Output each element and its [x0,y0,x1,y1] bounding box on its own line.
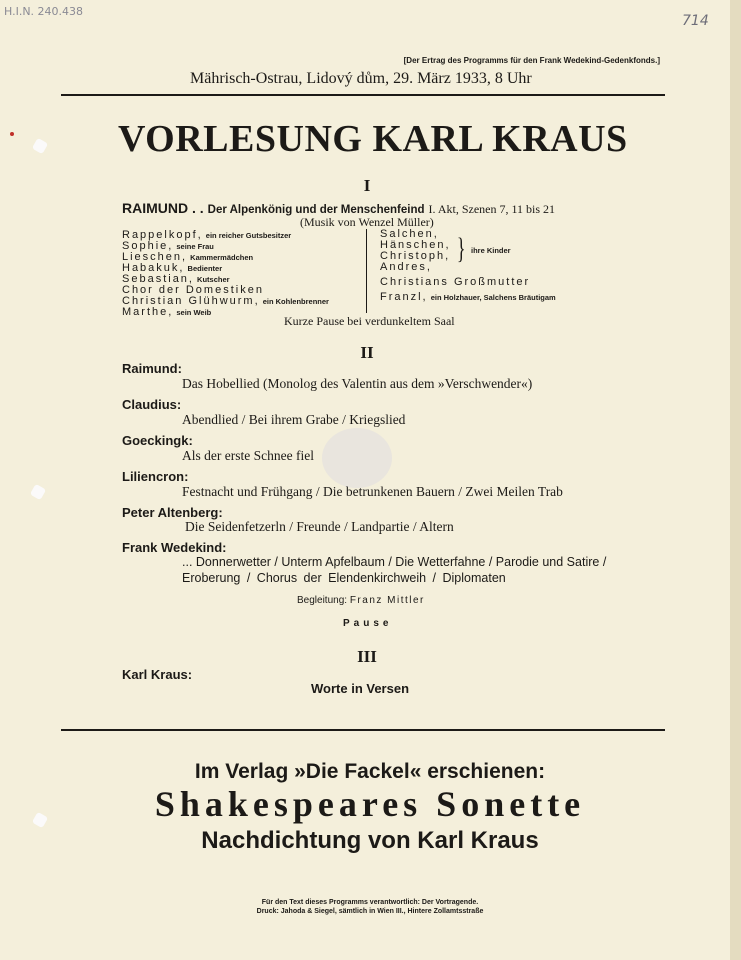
page-edge [730,0,741,960]
cast-member: Christian Glühwurm, ein Kohlenbrenner [122,295,329,307]
accompaniment [297,595,425,606]
entry-author: Goeckingk: [122,433,193,448]
part3-author: Karl Kraus: [122,667,193,682]
entry-works: Die Seidenfetzerln / Freunde / Landpartie / Altern [185,519,454,534]
page-number: 714 [682,13,709,29]
entry-author: Liliencron: [122,469,189,484]
children-label: ihre Kinder [471,246,511,255]
entry-works: Als der erste Schnee fiel [182,448,314,463]
faded-stamp [322,428,392,488]
part-numeral-2: II [360,343,374,362]
red-mark [10,132,14,136]
cast-member: Christoph, [380,250,451,262]
cast-member: Andres, [380,261,432,273]
part1-work: Der Alpenkönig und der Menschenfeind [207,204,425,216]
entry-author: Claudius: [122,397,182,412]
accompaniment-label: Begleitung: [297,595,348,606]
cast-member: Hänschen, [380,239,451,251]
footer-printer: Druck: Jahoda & Siegel, sämtlich in Wien III., Hintere Zollamtsstraße [256,908,484,915]
part3-work: Worte in Versen [311,681,410,696]
cast-member: Franzl, ein Holzhauer, Salchens Bräutigam [380,291,556,303]
divider-top [61,94,665,96]
cast-member: Sophie, seine Frau [122,240,214,252]
advert-title: Shakespeares Sonette [154,784,586,824]
footer-responsibility: Für den Text dieses Programms verantwortlich: Der Vortragende. [261,899,479,906]
part-numeral-1: I [363,176,371,195]
cast-right [380,229,556,303]
divider-bottom [61,729,665,731]
entry-works: Eroberung / Chorus der Elendenkirchweih / Diplomaten [182,571,506,585]
entry-author: Frank Wedekind: [122,540,227,555]
cast-member: Christians Großmutter [380,276,531,288]
entry-works: Festnacht und Frühgang / Die betrunkenen Bauern / Zwei Meilen Trab [182,484,563,499]
entry-works: Das Hobellied (Monolog des Valentin aus dem »Verschwender«) [182,376,533,391]
part1-music: (Musik von Wenzel Müller) [300,215,434,229]
venue-line: Mährisch-Ostrau, Lidový dům, 29. März 1933, 8 Uhr [190,70,532,87]
page-title: VORLESUNG KARL KRAUS [118,118,628,160]
cast-member: Marthe, sein Weib [122,306,212,318]
part1-author: RAIMUND . . [122,200,204,216]
cast-left [122,230,329,318]
entry-works: ... Donnerwetter / Unterm Apfelbaum / Die Wetterfahne / Parodie und Satire / [182,555,607,569]
cast-member: Salchen, [380,228,439,240]
cast-member: Rappelkopf, ein reicher Gutsbesitzer [122,229,292,241]
part1-pause: Kurze Pause bei verdunkeltem Saal [284,314,455,328]
entry-author: Raimund: [122,361,182,376]
cast-member: Sebastian, Kutscher [122,273,230,285]
entry-author: Peter Altenberg: [122,505,223,520]
brace-icon: } [456,232,466,265]
entry-works: Abendlied / Bei ihrem Grabe / Kriegslied [182,412,406,427]
advert-publisher: Im Verlag »Die Fackel« erschienen: [194,760,546,783]
part1-detail: I. Akt, Szenen 7, 11 bis 21 [428,202,556,216]
part2-pause: Pause [343,618,393,629]
cast-member: Lieschen, Kammermädchen [122,251,254,263]
advert-subtitle: Nachdichtung von Karl Kraus [201,827,539,854]
part-numeral-3: III [357,647,377,666]
cast-divider [366,229,367,313]
proceeds-note: [Der Ertrag des Programms für den Frank Wedekind-Gedenkfonds.] [403,56,660,65]
cast-member: Chor der Domestiken [122,284,264,296]
inventory-number: H.I.N. 240.438 [4,5,84,18]
accompanist: Franz Mittler [349,595,425,606]
cast-member: Habakuk, Bedienter [122,262,223,274]
